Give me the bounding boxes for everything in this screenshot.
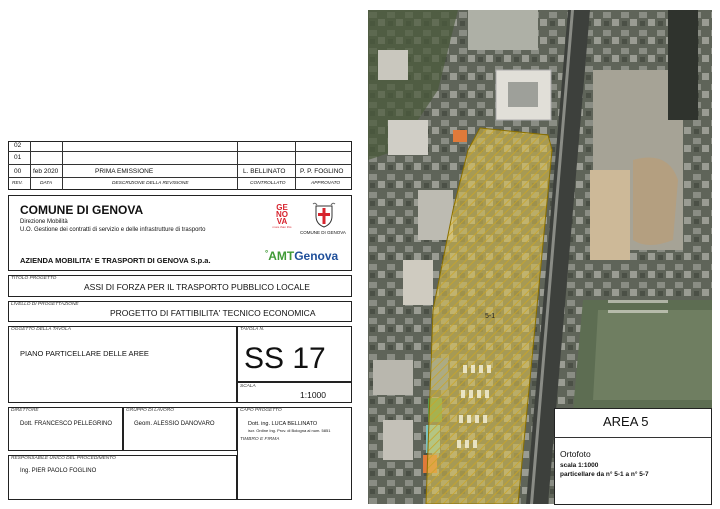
rev-header-rev: REV.	[12, 181, 23, 186]
gruppo-label: GRUPPO DI LAVORO	[126, 408, 174, 413]
direttore-value: Dott. FRANCESCO PELLEGRINO	[20, 421, 113, 427]
gruppo-value: Geom. ALESSIO DANOVARO	[134, 421, 215, 427]
direttore-label: DIRETTORE	[11, 408, 39, 413]
rev-row-2-desc: PRIMA EMISSIONE	[95, 168, 154, 175]
tavola-label: TAVOLA N.	[240, 327, 265, 332]
rev-header-approved: APPROVATO	[311, 181, 341, 186]
ortofoto-label: Ortofoto	[560, 449, 591, 459]
titolo-value: ASSI DI FORZA PER IL TRASPORTO PUBBLICO LOCALE	[84, 282, 310, 292]
tavola-value: SS 17	[244, 342, 326, 375]
oggetto-label: OGGETTO DELLA TAVOLA	[11, 327, 71, 332]
genova-logo-line-1: GE	[276, 203, 288, 212]
amt-logo-mark: °	[265, 249, 269, 258]
capo-detail: iscr. Ordine Ing. Prov. di Bologna al num. 5851	[248, 428, 331, 433]
amt-genova-logo	[265, 249, 338, 263]
area-scala: scala 1:1000	[560, 462, 599, 469]
rev-header-date: DATA	[40, 181, 53, 186]
rev-header-desc: DESCRIZIONE DELLA REVISIONE	[112, 181, 189, 186]
amt-logo-suffix: Genova	[294, 249, 339, 263]
genova-logo-sub: more than this	[272, 225, 292, 229]
direttore-block	[8, 407, 123, 451]
rev-row-1-rev: 01	[14, 154, 22, 161]
amt-logo-prefix: AMT	[268, 249, 295, 263]
oggetto-value: PIANO PARTICELLARE DELLE AREE	[20, 349, 149, 358]
scala-value: 1:1000	[300, 390, 326, 400]
genova-logo-line-2: NO	[276, 210, 288, 219]
scala-label: SCALA	[240, 384, 256, 389]
oggetto-block	[8, 326, 237, 403]
responsabile-label: RESPONSABILE UNICO DEL PROCEDIMENTO	[11, 456, 116, 461]
direzione-text: Direzione Mobilità	[20, 219, 68, 225]
genova-logo	[268, 204, 296, 229]
rev-row-2-date: feb 2020	[33, 168, 59, 175]
gruppo-block	[123, 407, 237, 451]
livello-value: PROGETTO DI FATTIBILITA' TECNICO ECONOMICA	[110, 308, 316, 318]
area-particellare: particellare da n° 5-1 a n° 5-7	[560, 471, 649, 478]
rev-header-controlled: CONTROLLATO	[250, 181, 286, 186]
responsabile-block	[8, 455, 237, 500]
rev-row-2-approved: P. P. FOGLINO	[300, 168, 344, 175]
rev-row-0-rev: 02	[14, 142, 22, 149]
capo-value: Dott. ing. LUCA BELLINATO	[248, 421, 318, 427]
coat-of-arms-icon	[312, 202, 336, 228]
amt-full-name: AZIENDA MOBILITA' E TRASPORTI DI GENOVA S.p.a.	[20, 256, 211, 265]
responsabile-value: Ing. PIER PAOLO FOGLINO	[20, 468, 97, 474]
parcel-label: 5-1	[485, 313, 496, 320]
comune-title: COMUNE DI GENOVA	[20, 203, 144, 217]
rev-row-2-rev: 00	[14, 168, 22, 175]
genova-logo-line-3: VA	[276, 217, 288, 226]
uo-text: U.O. Gestione dei contratti di servizio e delle infrastrutture di trasporto	[20, 227, 206, 233]
area-title: AREA 5	[603, 414, 649, 429]
capo-label: CAPO PROGETTO	[240, 408, 282, 413]
comune-logo-label: COMUNE DI GENOVA	[300, 230, 346, 235]
livello-label: LIVELLO DI PROGETTAZIONE	[11, 302, 79, 307]
titolo-label: TITOLO PROGETTO	[11, 276, 57, 281]
rev-row-2-controlled: L. BELLINATO	[243, 168, 286, 175]
timbro-label: TIMBRO E FIRMA	[240, 437, 280, 442]
